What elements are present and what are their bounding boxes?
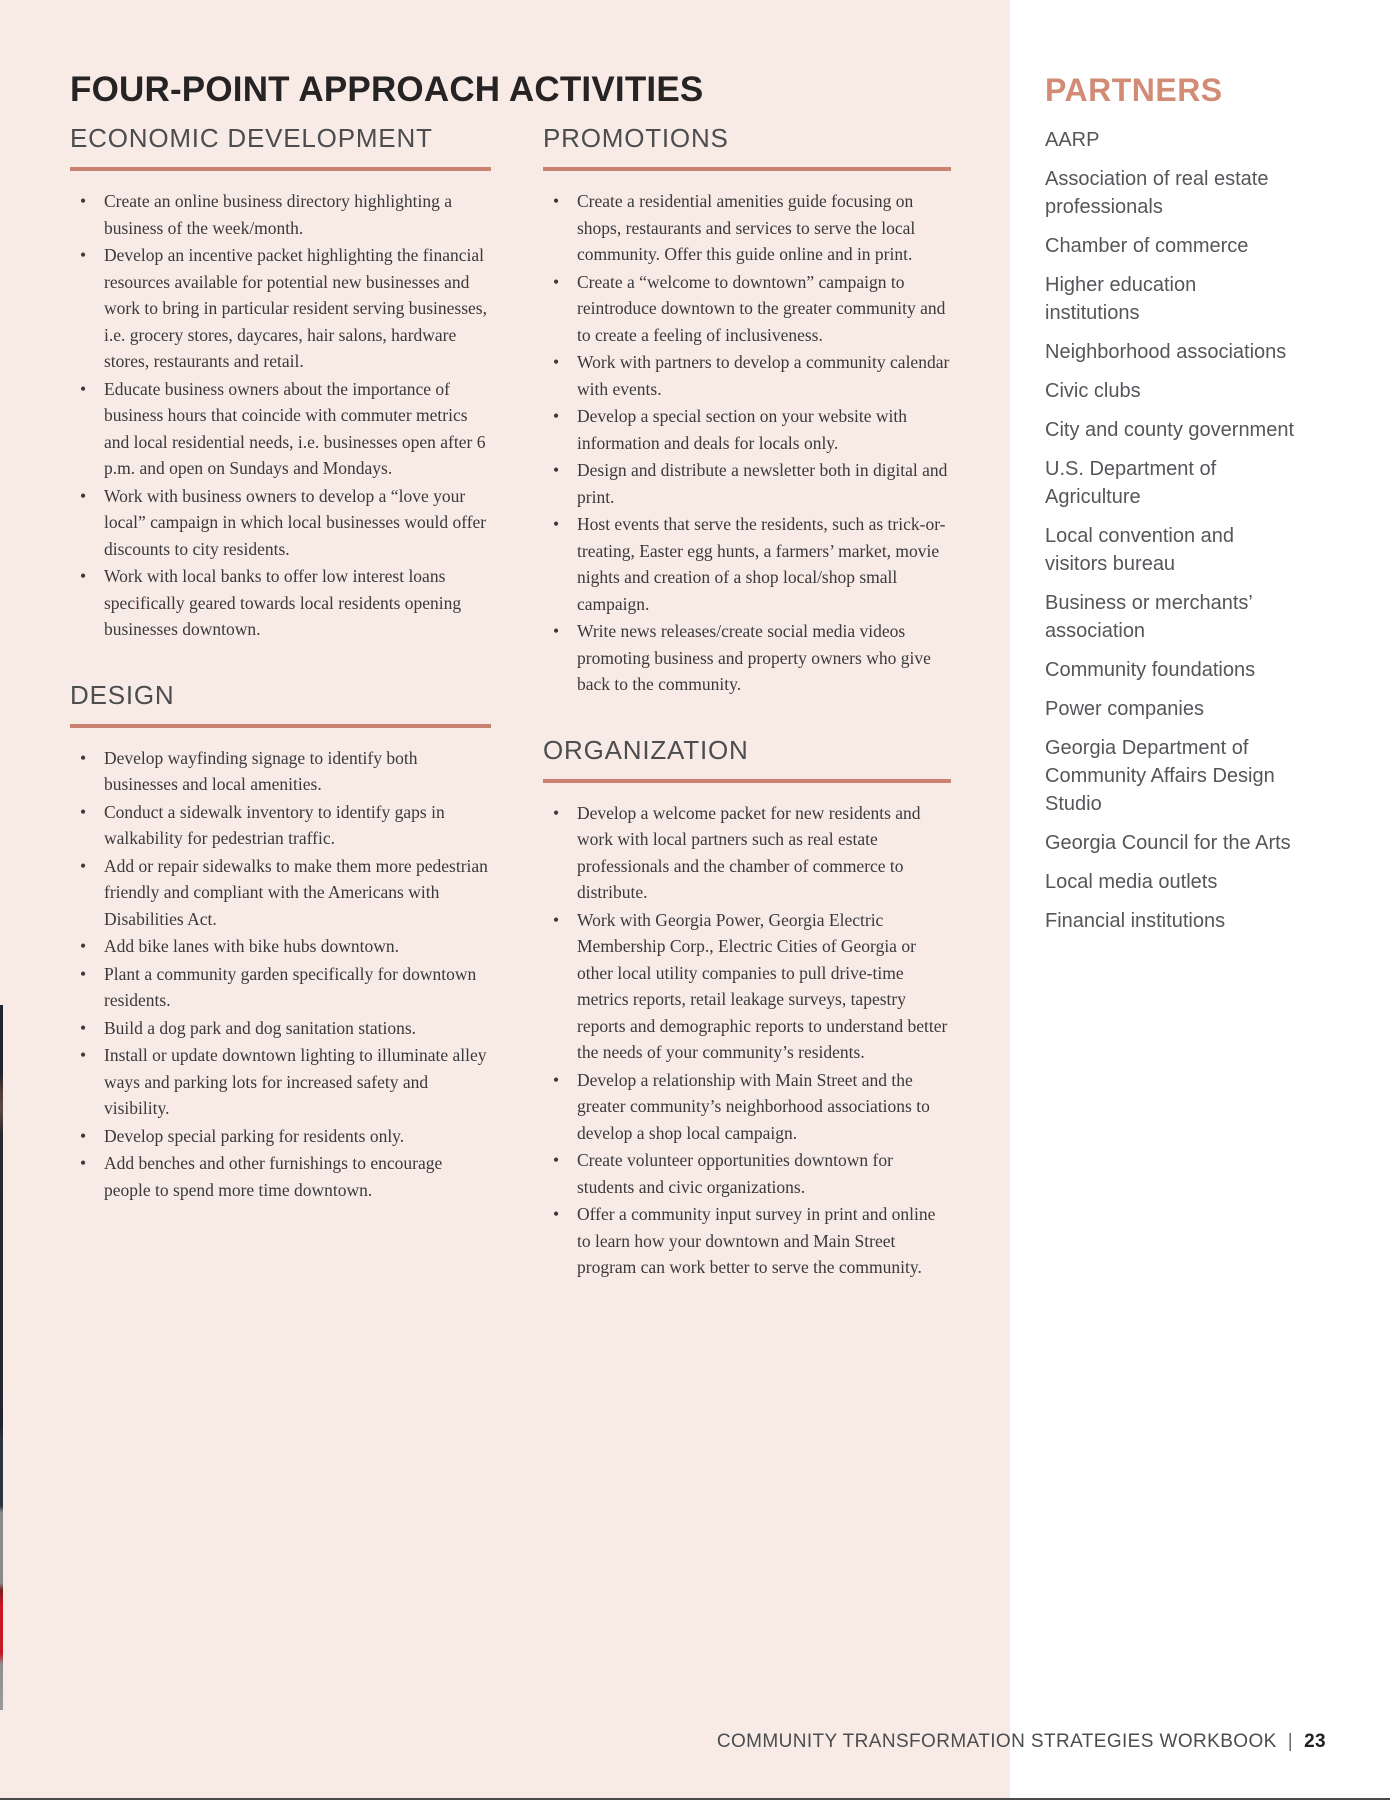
bullet-item: • Build a dog park and dog sanitation stations. [80,1015,491,1042]
bullet-item: • Conduct a sidewalk inventory to identify gaps in walkability for pedestrian traffic. [80,799,491,852]
section-promotions [543,123,951,698]
bullet-list-economic-development [70,188,491,643]
partner-item: Local convention and visitors bureau [1045,525,1235,575]
page-footer [717,1731,1326,1753]
activities-column-left [70,123,491,1204]
partner-item: AARP [1045,129,1100,151]
bullet-list-organization [543,800,951,1281]
bullet-item: • Develop wayfinding signage to identify both businesses and local amenities. [80,745,491,798]
bullet-item: • Write news releases/create social media videos promoting business and property owners who give back to the community. [553,618,951,698]
bullet-item: • Create a residential amenities guide focusing on shops, restaurants and services to serve the local community. Offer this guide online and in print. [553,188,951,268]
footer-separator: | [1287,1731,1294,1752]
partner-item: Chamber of commerce [1045,235,1249,257]
partner-item: Community foundations [1045,659,1256,681]
bullet-item: • Create volunteer opportunities downtown for students and civic organizations. [553,1147,951,1200]
partner-item: Georgia Department of Community Affairs Design Studio [1045,737,1275,815]
section-title-design: DESIGN [70,680,491,728]
partner-item: City and county government [1045,419,1295,441]
bullet-item: • Create a “welcome to downtown” campaign to reintroduce downtown to the greater community and to create a feeling of inclusiveness. [553,269,951,349]
bullet-item: • Add benches and other furnishings to encourage people to spend more time downtown. [80,1150,491,1203]
bullet-item: • Develop an incentive packet highlighting the financial resources available for potential new businesses and work to bring in particular resident serving businesses, i.e. grocery stores, daycares, hair salons, hardware stores, restaurants and retail. [80,242,491,375]
partner-item: Power companies [1045,698,1204,720]
partner-item: Business or merchants’ association [1045,592,1253,642]
section-organization [543,735,951,1281]
section-design [70,680,491,1204]
section-economic-development [70,123,491,643]
section-title-economic-development: ECONOMIC DEVELOPMENT [70,123,491,171]
partner-item: U.S. Department of Agriculture [1045,458,1217,508]
bullet-item: • Create an online business directory highlighting a business of the week/month. [80,188,491,241]
bullet-item: • Develop a relationship with Main Street and the greater community’s neighborhood associations to develop a shop local campaign. [553,1067,951,1147]
footer-text: COMMUNITY TRANSFORMATION STRATEGIES WORKBOOK [716,1731,1277,1752]
activities-column-right [543,123,951,1282]
bullet-item: • Add bike lanes with bike hubs downtown. [80,933,491,960]
bullet-item: • Educate business owners about the importance of business hours that coincide with commuter metrics and local residential needs, i.e. businesses open after 6 p.m. and open on Sundays and Mondays. [80,376,491,482]
partners-list [1045,126,1295,946]
page-title: FOUR-POINT APPROACH ACTIVITIES [70,70,704,109]
page-edge-photo-sliver [0,1005,3,1710]
bullet-item: • Develop special parking for residents only. [80,1123,491,1150]
bullet-item: • Plant a community garden specifically for downtown residents. [80,961,491,1014]
section-title-organization: ORGANIZATION [543,735,951,783]
partner-item: Association of real estate professionals [1045,168,1269,218]
partner-item: Financial institutions [1045,910,1226,932]
bullet-item: • Offer a community input survey in print and online to learn how your downtown and Main Street program can work better to serve the community. [553,1201,951,1281]
section-title-promotions: PROMOTIONS [543,123,951,171]
bullet-item: • Develop a special section on your website with information and deals for locals only. [553,403,951,456]
bullet-item: • Install or update downtown lighting to illuminate alley ways and parking lots for increased safety and visibility. [80,1042,491,1122]
footer-page-number: 23 [1304,1731,1326,1752]
partner-item: Local media outlets [1045,871,1218,893]
bullet-item: • Work with partners to develop a community calendar with events. [553,349,951,402]
partners-title: PARTNERS [1045,72,1223,108]
bullet-item: • Host events that serve the residents, such as trick-or-treating, Easter egg hunts, a farmers’ market, movie nights and creation of a shop local/shop small campaign. [553,511,951,617]
bullet-list-design [70,745,491,1204]
partner-item: Neighborhood associations [1045,341,1287,363]
bullet-item: • Design and distribute a newsletter both in digital and print. [553,457,951,510]
bullet-item: • Develop a welcome packet for new residents and work with local partners such as real estate professionals and the chamber of commerce to distribute. [553,800,951,906]
bullet-item: • Work with local banks to offer low interest loans specifically geared towards local residents opening businesses downtown. [80,563,491,643]
partner-item: Higher education institutions [1045,274,1197,324]
bullet-item: • Work with business owners to develop a “love your local” campaign in which local businesses would offer discounts to city residents. [80,483,491,563]
partner-item: Georgia Council for the Arts [1045,832,1291,854]
bullet-item: • Work with Georgia Power, Georgia Electric Membership Corp., Electric Cities of Georgia or other local utility companies to pull drive-time metrics reports, retail leakage surveys, tapestry reports and demographic reports to understand better the needs of your community’s residents. [553,907,951,1066]
bullet-list-promotions [543,188,951,698]
bullet-item: • Add or repair sidewalks to make them more pedestrian friendly and compliant with the Americans with Disabilities Act. [80,853,491,933]
partner-item: Civic clubs [1045,380,1141,402]
